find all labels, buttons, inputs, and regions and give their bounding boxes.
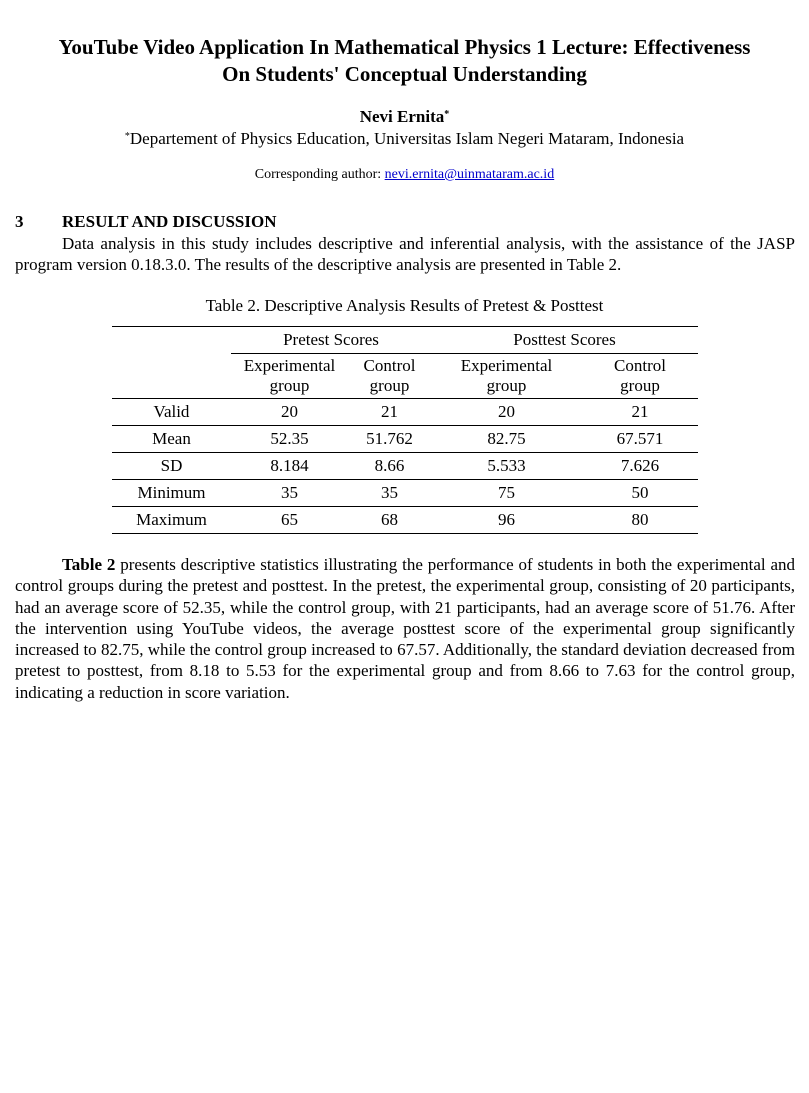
subheader-line: Experimental	[243, 356, 336, 375]
subheader-line: group	[620, 376, 660, 395]
table-cell: 65	[231, 507, 348, 534]
section-heading	[15, 212, 276, 232]
subheader-line: group	[369, 376, 410, 395]
title-line-1: YouTube Video Application In Mathematical Physics 1 Lecture: Effectiveness	[58, 35, 751, 59]
author-mark: *	[444, 109, 450, 120]
section-title: RESULT AND DISCUSSION	[62, 212, 277, 231]
row-label: Mean	[112, 426, 231, 453]
table-group-header	[112, 327, 698, 354]
subheader-post-control	[582, 354, 698, 399]
corresponding-label: Corresponding author:	[254, 167, 385, 182]
table-cell: 80	[582, 507, 698, 534]
table-row-mean	[112, 426, 698, 453]
subheader-line: group	[486, 376, 527, 395]
table-cell: 35	[348, 480, 431, 507]
table-cell: 21	[348, 399, 431, 426]
table-cell: 68	[348, 507, 431, 534]
subheader-line: group	[269, 376, 310, 395]
table-cell: 8.184	[231, 453, 348, 480]
affiliation-text: Departement of Physics Education, Universitas Islam Negeri Mataram, Indonesia	[129, 129, 685, 148]
table-cell: 20	[431, 399, 582, 426]
corresponding-email-link[interactable]: nevi.ernita@uinmataram.ac.id	[384, 167, 555, 182]
corresponding-author	[0, 166, 809, 184]
table-cell: 20	[231, 399, 348, 426]
table-cell: 52.35	[231, 426, 348, 453]
table-row-sd	[112, 453, 698, 480]
table-reference: Table 2	[62, 555, 116, 574]
paper-title	[0, 34, 809, 88]
discussion-text: presents descriptive statistics illustrating the performance of students in both the experimental and control groups during the pretest and posttest. In the pretest, the experimental group, consisting of 20 participants, had an average score of 52.35, while the control group, with 21 participants, had an average score of 51.76. After the intervention using YouTube videos, the average posttest score of the experimental group significantly increased to 82.75, while the control group increased to 67.57. Additionally, the standard deviation decreased from pretest to posttest, from 8.18 to 5.53 for the experimental group and from 8.66 to 7.63 for the control group, indicating a reduction in score variation.	[15, 555, 795, 702]
section-number: 3	[15, 212, 24, 231]
author-name	[0, 107, 809, 127]
subheader-pre-control	[348, 354, 431, 399]
table-cell: 7.626	[582, 453, 698, 480]
row-label: Maximum	[112, 507, 231, 534]
empty-header-cell	[112, 327, 231, 354]
row-label: Minimum	[112, 480, 231, 507]
affiliation	[0, 129, 809, 149]
subheader-line: Control	[614, 356, 666, 375]
empty-header-cell	[112, 354, 231, 399]
subheader-line: Experimental	[460, 356, 553, 375]
row-label: SD	[112, 453, 231, 480]
title-line-2: On Students' Conceptual Understanding	[222, 62, 587, 86]
subheader-post-experimental	[431, 354, 582, 399]
affiliation-mark: *	[124, 131, 130, 142]
subheader-pre-experimental	[231, 354, 348, 399]
table-cell: 35	[231, 480, 348, 507]
discussion-paragraph	[15, 554, 795, 703]
intro-paragraph: Data analysis in this study includes descriptive and inferential analysis, with the assistance of the JASP program version 0.18.3.0. The results of the descriptive analysis are presented in Table 2.	[15, 234, 795, 275]
table-cell: 82.75	[431, 426, 582, 453]
table-cell: 5.533	[431, 453, 582, 480]
group-header-posttest: Posttest Scores	[431, 327, 698, 354]
table-row-minimum	[112, 480, 698, 507]
table-cell: 8.66	[348, 453, 431, 480]
table-sub-header	[112, 354, 698, 399]
subheader-line: Control	[363, 356, 416, 375]
table-row-maximum	[112, 507, 698, 534]
table-cell: 67.571	[582, 426, 698, 453]
table-cell: 51.762	[348, 426, 431, 453]
table-row-valid	[112, 399, 698, 426]
table-cell: 96	[431, 507, 582, 534]
descriptive-table	[112, 326, 698, 534]
group-header-pretest: Pretest Scores	[231, 327, 431, 354]
table-cell: 50	[582, 480, 698, 507]
row-label: Valid	[112, 399, 231, 426]
table-cell: 21	[582, 399, 698, 426]
table-caption: Table 2. Descriptive Analysis Results of Pretest & Posttest	[205, 296, 604, 315]
table-cell: 75	[431, 480, 582, 507]
author-text: Nevi Ernita	[359, 107, 445, 126]
